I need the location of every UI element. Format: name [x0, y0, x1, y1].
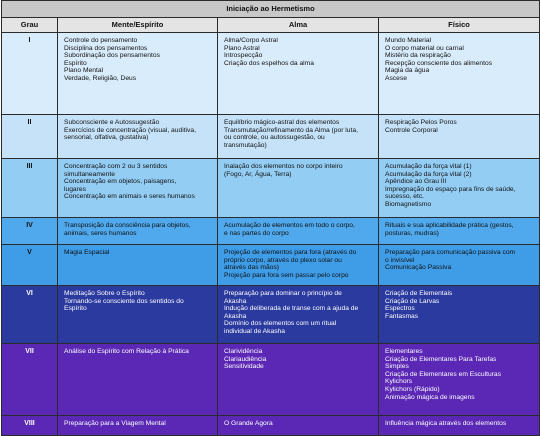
fisico-cell — [379, 218, 540, 245]
cell-line: ou controle, ou autossugestão, ou — [224, 134, 325, 142]
cell-line: Simples — [385, 363, 409, 371]
fisico-cell — [379, 159, 540, 218]
grau-cell: VIII — [2, 416, 58, 436]
cell-line: Akasha — [224, 312, 247, 320]
alma-cell — [218, 115, 379, 159]
cell-line: Criação de Elementares Para Tarefas — [385, 355, 497, 363]
table-row — [2, 286, 540, 344]
grau-cell: VI — [2, 286, 58, 344]
cell-line: Animação mágica de imagens — [385, 393, 475, 401]
cell-line: Magia Espacial — [64, 249, 110, 256]
col-header-grau: Grau — [2, 18, 58, 33]
cell-line: Controle Corporal — [385, 126, 438, 134]
cell-line: Espírito — [64, 59, 87, 67]
cell-line: Elementares — [385, 348, 423, 355]
table-row — [2, 245, 540, 286]
cell-line: através das mãos) — [224, 264, 280, 272]
mente-cell — [58, 115, 218, 159]
cell-line: Preparação para dominar o princípio de — [224, 290, 342, 297]
cell-line: próprio corpo, através do plexo solar ou — [224, 256, 342, 264]
cell-line: Verdade, Religião, Deus — [64, 74, 137, 82]
grau-cell: VII — [2, 344, 58, 416]
cell-line: Acumulação da força vital (2) — [385, 170, 472, 178]
cell-line: Exercícios de concentração (visual, auditiva, — [64, 126, 196, 134]
cell-line: Projeção de elementos para fora (através do — [224, 249, 357, 256]
cell-line: Meditação Sobre o Espírito — [64, 290, 145, 297]
cell-line: Equilíbrio mágico-astral dos elementos — [224, 119, 340, 126]
cell-line: Plano Mental — [64, 67, 104, 75]
cell-line: Concentração em animais e seres humanos — [64, 193, 195, 201]
mente-cell — [58, 344, 218, 416]
mente-cell — [58, 286, 218, 344]
fisico-cell — [379, 245, 540, 286]
cell-line: Acumulação de elementos em todo o corpo, — [224, 222, 355, 229]
grau-cell: IV — [2, 218, 58, 245]
hermetism-table — [1, 0, 540, 436]
cell-line: Análise do Espírito com Relação à Prática — [64, 348, 189, 355]
cell-line: o invisível — [385, 256, 415, 264]
cell-line: simultaneamente — [64, 170, 115, 178]
cell-line: Indução deliberada de transe com a ajuda de — [224, 305, 359, 313]
grau-cell: I — [2, 33, 58, 115]
cell-line: e nas partes do corpo — [224, 229, 289, 237]
col-header-alma: Alma — [218, 18, 379, 33]
cell-line: transmutação) — [224, 141, 267, 149]
table-row — [2, 218, 540, 245]
cell-line: Impregnação do espaço para fins de saúde, — [385, 185, 516, 193]
cell-line: Criação dos espelhos da alma — [224, 59, 314, 67]
cell-line: Domínio dos elementos com um ritual — [224, 320, 337, 328]
cell-line: Mistério da respiração — [385, 52, 451, 60]
cell-line: Preparação para comunicação passiva com — [385, 249, 516, 256]
mente-cell — [58, 33, 218, 115]
cell-line: Concentração em objetos, paisagens, — [64, 178, 177, 186]
cell-line: Alma/Corpo Astral — [224, 37, 278, 44]
cell-line: O Grande Agora — [224, 420, 273, 427]
table-row — [2, 344, 540, 416]
table-row — [2, 33, 540, 115]
cell-line: Preparação para a Viagem Mental — [64, 420, 166, 427]
cell-line: Recepção consciente dos alimentos — [385, 59, 493, 67]
alma-cell — [218, 416, 379, 436]
cell-line: Disciplina dos pensamentos — [64, 44, 148, 52]
fisico-cell — [379, 286, 540, 344]
table-row — [2, 115, 540, 159]
fisico-cell — [379, 33, 540, 115]
mente-cell — [58, 245, 218, 286]
cell-line: posturas, mudras) — [385, 229, 439, 237]
cell-line: Clarividência — [224, 348, 263, 355]
cell-line: Concentração com 2 ou 3 sentidos — [64, 163, 168, 170]
cell-line: Rituais e sua aplicabilidade prática (gestos, — [385, 222, 514, 229]
cell-line: Transposição da consciência para objetos, — [64, 222, 191, 229]
cell-line: Projeção para fora sem passar pelo corpo — [224, 271, 349, 279]
cell-line: sucesso, etc. — [385, 193, 425, 201]
cell-line: Kylichors (Rápido) — [385, 385, 440, 393]
cell-line: Influência mágica através dos elementos — [385, 420, 507, 427]
cell-line: Sensitividade — [224, 363, 264, 371]
alma-cell — [218, 286, 379, 344]
table-row — [2, 416, 540, 436]
cell-line: Transmutação/refinamento da Alma (por luta, — [224, 126, 358, 134]
col-header-mente: Mente/Espírito — [58, 18, 218, 33]
cell-line: animais, seres humanos — [64, 229, 137, 237]
cell-line: Acumulação da força vital (1) — [385, 163, 472, 170]
alma-cell — [218, 218, 379, 245]
cell-line: Criação de Elementares em Esculturas — [385, 370, 501, 378]
cell-line: lugares — [64, 185, 86, 193]
cell-line: Biomagnetismo — [385, 200, 432, 208]
cell-line: Controle do pensamento — [64, 37, 138, 44]
fisico-cell — [379, 416, 540, 436]
cell-line: Ascese — [385, 74, 407, 82]
mente-cell — [58, 159, 218, 218]
mente-cell — [58, 416, 218, 436]
alma-cell — [218, 33, 379, 115]
cell-line: Akasha — [224, 297, 247, 305]
cell-line: Tornando-se consciente dos sentidos do — [64, 297, 184, 305]
cell-line: Espectros — [385, 305, 415, 313]
cell-line: Fantasmas — [385, 312, 419, 320]
cell-line: Subordinação dos pensamentos — [64, 52, 160, 60]
cell-line: Mundo Material — [385, 37, 432, 44]
grau-cell: III — [2, 159, 58, 218]
cell-line: Criação de Elementais — [385, 290, 453, 297]
grau-cell: V — [2, 245, 58, 286]
cell-line: Magia da água — [385, 67, 430, 75]
mente-cell — [58, 218, 218, 245]
cell-line: Respiração Pelos Poros — [385, 119, 457, 126]
cell-line: O corpo material ou carnal — [385, 44, 464, 52]
alma-cell — [218, 245, 379, 286]
alma-cell — [218, 344, 379, 416]
cell-line: Espírito — [64, 305, 87, 313]
grau-cell: II — [2, 115, 58, 159]
alma-cell — [218, 159, 379, 218]
table-row — [2, 159, 540, 218]
cell-line: Comunicação Passiva — [385, 264, 452, 272]
cell-line: Inalação dos elementos no corpo inteiro — [224, 163, 343, 170]
cell-line: Kylichors — [385, 378, 413, 386]
cell-line: (Fogo, Ar, Água, Terra) — [224, 170, 292, 178]
cell-line: Plano Astral — [224, 44, 260, 52]
cell-line: Introspecção — [224, 52, 263, 60]
cell-line: Clariaudiência — [224, 355, 267, 363]
col-header-fisico: Físico — [379, 18, 540, 33]
fisico-cell — [379, 115, 540, 159]
cell-line: Criação de Larvas — [385, 297, 440, 305]
table-title: Iniciação ao Hermetismo — [2, 1, 540, 18]
fisico-cell — [379, 344, 540, 416]
cell-line: individual de Akasha — [224, 327, 285, 335]
header-row — [2, 18, 540, 33]
cell-line: Apêndice ao Grau III — [385, 178, 447, 186]
cell-line: Subconsciente e Autossugestão — [64, 119, 160, 126]
cell-line: sensorial, olfativa, gustativa) — [64, 134, 149, 142]
